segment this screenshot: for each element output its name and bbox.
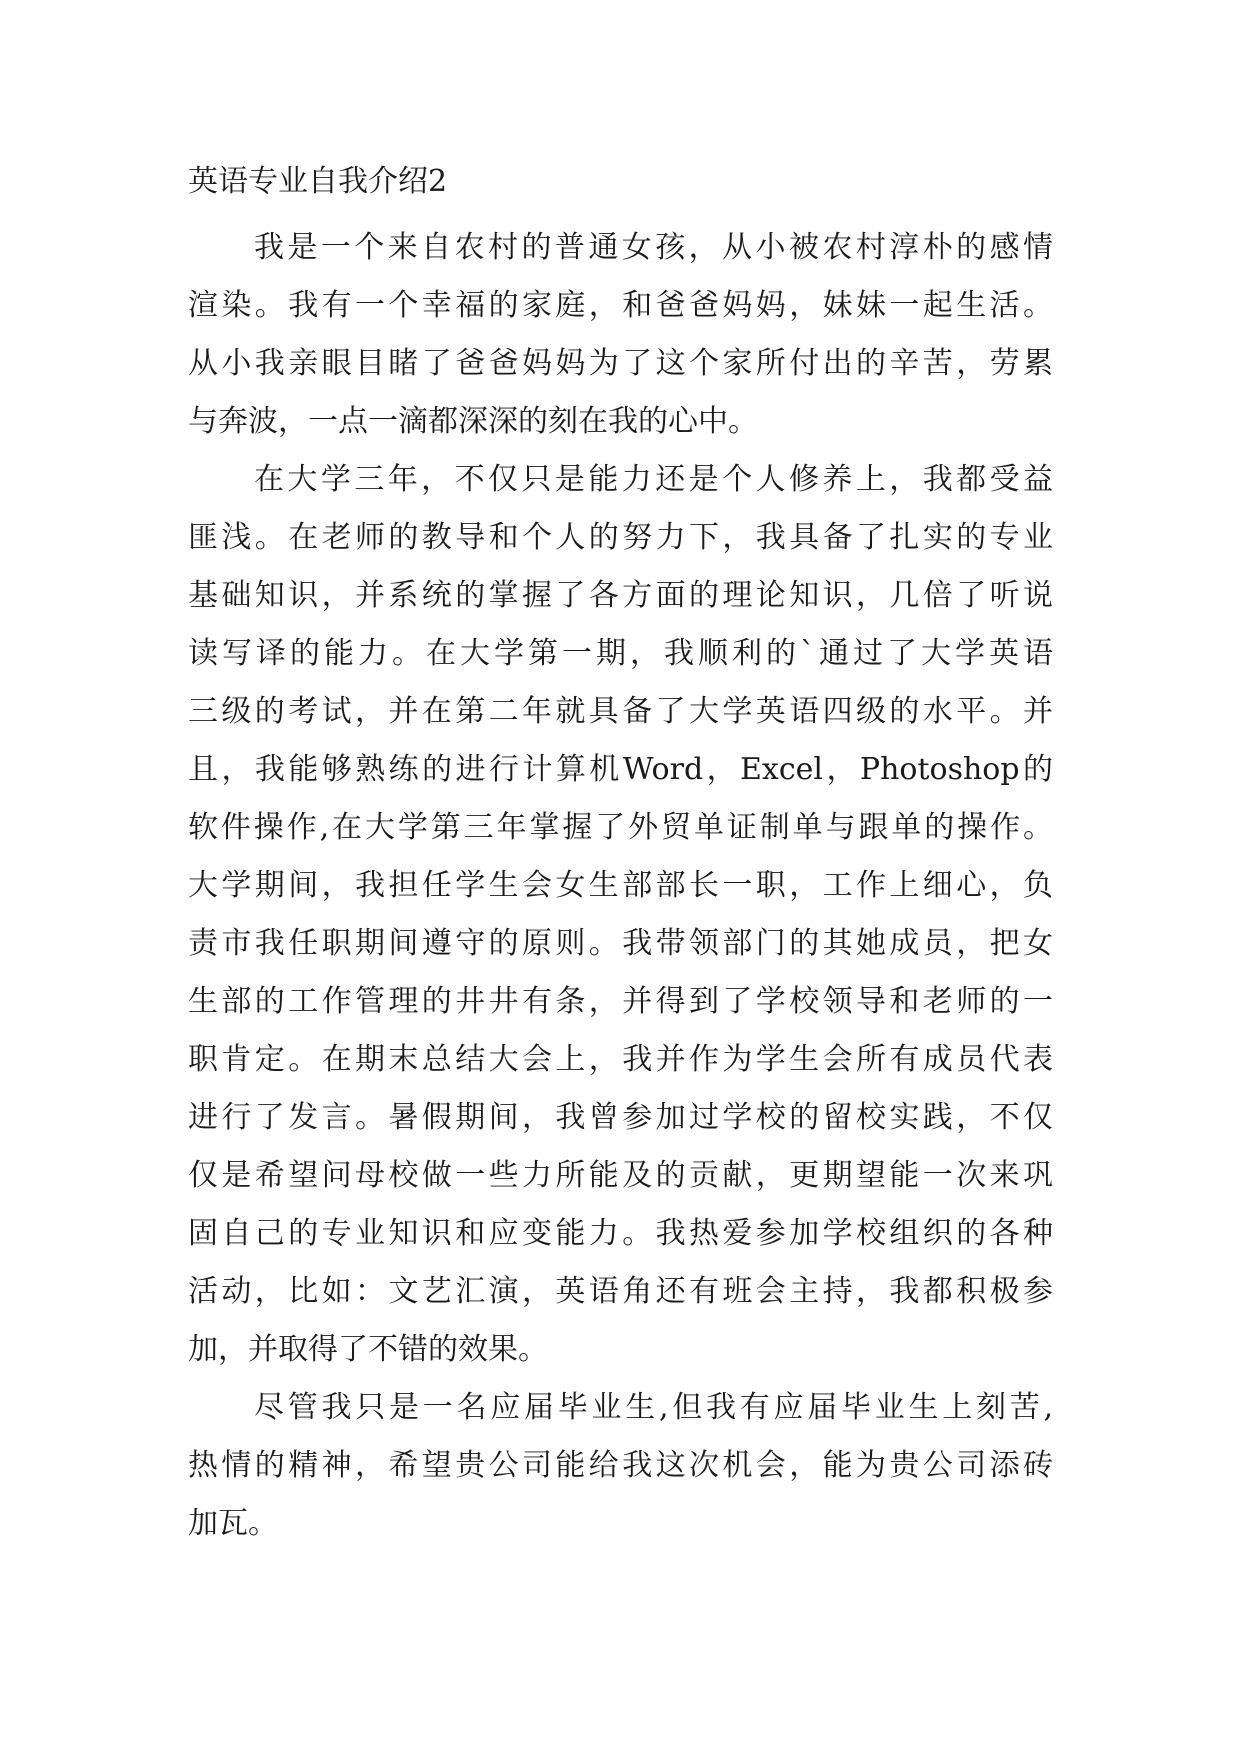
text-line: 从小我亲眼目睹了爸爸妈妈为了这个家所付出的辛苦，劳累 (188, 346, 1053, 381)
paragraph-2 (188, 451, 1053, 1379)
text-line: 且，我能够熟练的进行计算机Word，Excel，Photoshop的 (188, 752, 1053, 787)
text-line: 活动，比如：文艺汇演，英语角还有班会主持，我都积极参 (188, 1274, 1053, 1309)
text-line: 加，并取得了不错的效果。 (188, 1332, 548, 1367)
text-line: 大学期间，我担任学生会女生部部长一职，工作上细心，负 (188, 868, 1053, 903)
text-line: 职肯定。在期末总结大会上，我并作为学生会所有成员代表 (188, 1042, 1053, 1077)
document-body (188, 219, 1053, 1553)
text-line: 进行了发言。暑假期间，我曾参加过学校的留校实践，不仅 (188, 1100, 1053, 1135)
text-line: 热情的精神，希望贵公司能给我这次机会，能为贵公司添砖 (188, 1448, 1053, 1483)
text-line: 渲染。我有一个幸福的家庭，和爸爸妈妈，妹妹一起生活。 (188, 288, 1053, 323)
text-line: 软件操作,在大学第三年掌握了外贸单证制单与跟单的操作。 (188, 810, 1053, 845)
text-line: 与奔波，一点一滴都深深的刻在我的心中。 (188, 404, 758, 439)
text-line: 固自己的专业知识和应变能力。我热爱参加学校组织的各种 (188, 1216, 1053, 1251)
text-line: 我是一个来自农村的普通女孩，从小被农村淳朴的感情 (254, 230, 1053, 265)
text-line: 责市我任职期间遵守的原则。我带领部门的其她成员，把女 (188, 926, 1053, 961)
text-line: 匪浅。在老师的教导和个人的努力下，我具备了扎实的专业 (188, 520, 1053, 555)
text-line: 在大学三年，不仅只是能力还是个人修养上，我都受益 (254, 462, 1053, 497)
text-line: 读写译的能力。在大学第一期，我顺利的`通过了大学英语 (188, 636, 1053, 671)
text-line: 基础知识，并系统的掌握了各方面的理论知识，几倍了听说 (188, 578, 1053, 613)
paragraph-3 (188, 1379, 1053, 1553)
text-line: 加瓦。 (188, 1506, 278, 1541)
text-line: 仅是希望问母校做一些力所能及的贡献，更期望能一次来巩 (188, 1158, 1053, 1193)
document-title: 英语专业自我介绍2 (188, 164, 448, 199)
text-line: 三级的考试，并在第二年就具备了大学英语四级的水平。并 (188, 694, 1053, 729)
text-line: 尽管我只是一名应届毕业生,但我有应届毕业生上刻苦, (254, 1390, 1053, 1425)
text-line: 生部的工作管理的井井有条，并得到了学校领导和老师的一 (188, 984, 1053, 1019)
paragraph-1 (188, 219, 1053, 451)
